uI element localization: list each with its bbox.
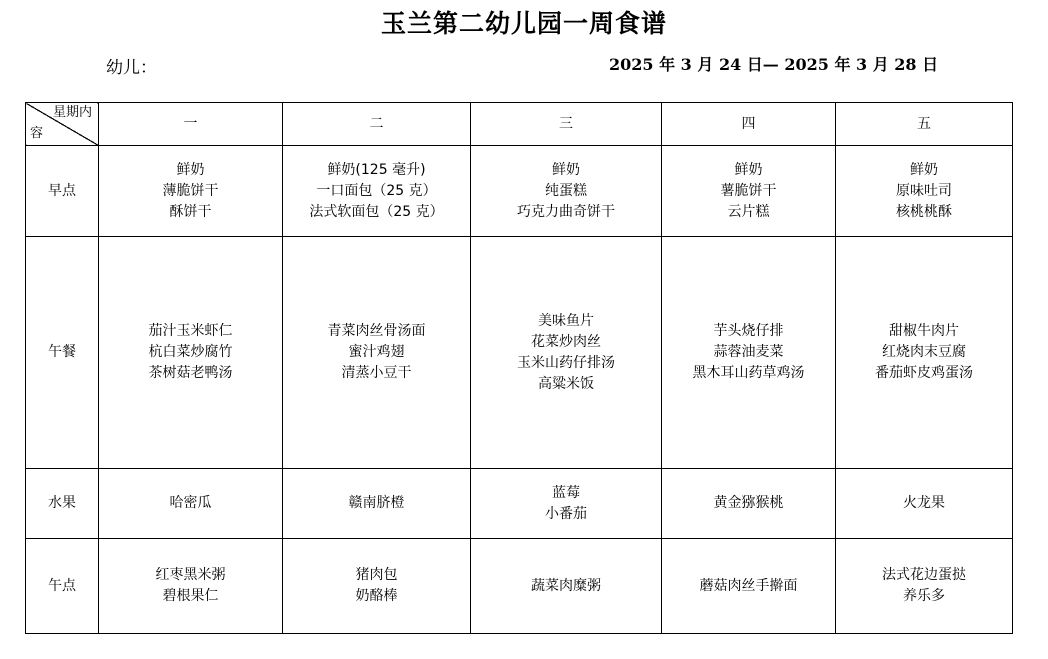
menu-cell-wed — [471, 539, 662, 634]
menu-cell-tue — [283, 539, 471, 634]
menu-item: 鲜奶 — [734, 161, 763, 178]
table-row — [26, 539, 1013, 634]
menu-cell-wed — [471, 237, 662, 469]
day-header-tue: 二 — [283, 103, 471, 146]
menu-cell-fri — [836, 146, 1013, 237]
menu-item: 猪肉包 — [355, 567, 398, 583]
corner-label-content: 容 — [30, 126, 44, 141]
menu-item: 鲜奶 — [552, 161, 580, 178]
menu-cell-mon — [99, 237, 283, 469]
menu-item: 黑木耳山药草鸡汤 — [692, 365, 805, 381]
menu-item: 法式花边蛋挞 — [882, 567, 966, 583]
menu-cell-tue — [283, 237, 471, 469]
menu-item: 茄汁玉米虾仁 — [148, 323, 233, 339]
menu-item: 酥饼干 — [169, 203, 212, 220]
menu-item: 蒜蓉油麦菜 — [713, 344, 784, 360]
menu-item: 原味吐司 — [896, 182, 952, 199]
menu-item: 哈密瓜 — [169, 495, 212, 511]
menu-item: 鲜奶(125 毫升) — [327, 161, 426, 178]
day-header-wed: 三 — [471, 103, 662, 146]
menu-cell-thu — [662, 237, 836, 469]
table-header-row — [26, 103, 1013, 146]
child-label: 幼儿： — [106, 58, 157, 78]
row-label: 水果 — [26, 469, 99, 539]
menu-cell-mon — [99, 539, 283, 634]
menu-item: 蓝莓 — [552, 484, 580, 501]
menu-item: 黄金猕猴桃 — [713, 495, 784, 511]
menu-item: 茶树菇老鸭汤 — [148, 365, 233, 381]
menu-item: 玉米山药仔排汤 — [517, 354, 615, 371]
menu-item: 鲜奶 — [910, 161, 938, 178]
menu-cell-fri — [836, 539, 1013, 634]
menu-cell-thu — [662, 539, 836, 634]
menu-item: 红枣黑米粥 — [155, 567, 226, 583]
menu-cell-mon — [99, 146, 283, 237]
menu-cell-tue — [283, 469, 471, 539]
corner-header-cell — [26, 103, 99, 146]
weekly-menu-table — [25, 102, 1013, 634]
menu-item: 一口面包（25 克） — [316, 182, 437, 199]
menu-item: 小番茄 — [545, 505, 587, 522]
menu-item: 蜜汁鸡翅 — [348, 344, 405, 360]
menu-item: 云片糕 — [727, 203, 770, 220]
menu-cell-thu — [662, 146, 836, 237]
menu-item: 法式软面包（25 克） — [309, 203, 444, 220]
table-row — [26, 469, 1013, 539]
menu-item: 薄脆饼干 — [162, 182, 219, 199]
row-label: 早点 — [26, 146, 99, 237]
menu-item: 薯脆饼干 — [720, 182, 777, 199]
table-row — [26, 237, 1013, 469]
menu-item: 核桃桃酥 — [896, 203, 952, 220]
menu-cell-mon — [99, 469, 283, 539]
row-label: 午点 — [26, 539, 99, 634]
day-header-mon: 一 — [99, 103, 283, 146]
menu-cell-wed — [471, 469, 662, 539]
menu-item: 甜椒牛肉片 — [889, 323, 959, 339]
menu-item: 纯蛋糕 — [545, 182, 587, 199]
menu-cell-fri — [836, 469, 1013, 539]
day-header-fri: 五 — [836, 103, 1013, 146]
menu-item: 美味鱼片 — [538, 312, 594, 329]
menu-item: 蘑菇肉丝手擀面 — [699, 577, 798, 594]
menu-item: 红烧肉末豆腐 — [882, 344, 966, 360]
menu-cell-tue — [283, 146, 471, 237]
menu-item: 火龙果 — [903, 495, 945, 511]
row-label: 午餐 — [26, 237, 99, 469]
corner-label-weekday: 星期内 — [52, 105, 92, 120]
date-range: 2025 年 3 月 24 日— 2025 年 3 月 28 日 — [609, 55, 939, 74]
menu-item: 养乐多 — [903, 588, 945, 604]
menu-item: 清蒸小豆干 — [341, 365, 412, 381]
menu-item: 蔬菜肉糜粥 — [531, 577, 601, 594]
menu-item: 番茄虾皮鸡蛋汤 — [875, 365, 973, 381]
menu-item: 奶酪棒 — [355, 588, 398, 604]
menu-item: 芋头烧仔排 — [713, 323, 784, 339]
menu-item: 高粱米饭 — [538, 375, 594, 392]
menu-item: 赣南脐橙 — [348, 495, 405, 511]
menu-item: 鲜奶 — [176, 161, 205, 178]
menu-item: 碧根果仁 — [162, 588, 219, 604]
menu-cell-fri — [836, 237, 1013, 469]
day-header-thu: 四 — [662, 103, 836, 146]
menu-item: 花菜炒肉丝 — [531, 333, 601, 350]
menu-item: 巧克力曲奇饼干 — [517, 203, 615, 220]
table-row — [26, 146, 1013, 237]
menu-cell-thu — [662, 469, 836, 539]
menu-cell-wed — [471, 146, 662, 237]
page-title: 玉兰第二幼儿园一周食谱 — [380, 9, 667, 38]
menu-item: 杭白菜炒腐竹 — [148, 344, 233, 360]
menu-item: 青菜肉丝骨汤面 — [327, 323, 426, 339]
